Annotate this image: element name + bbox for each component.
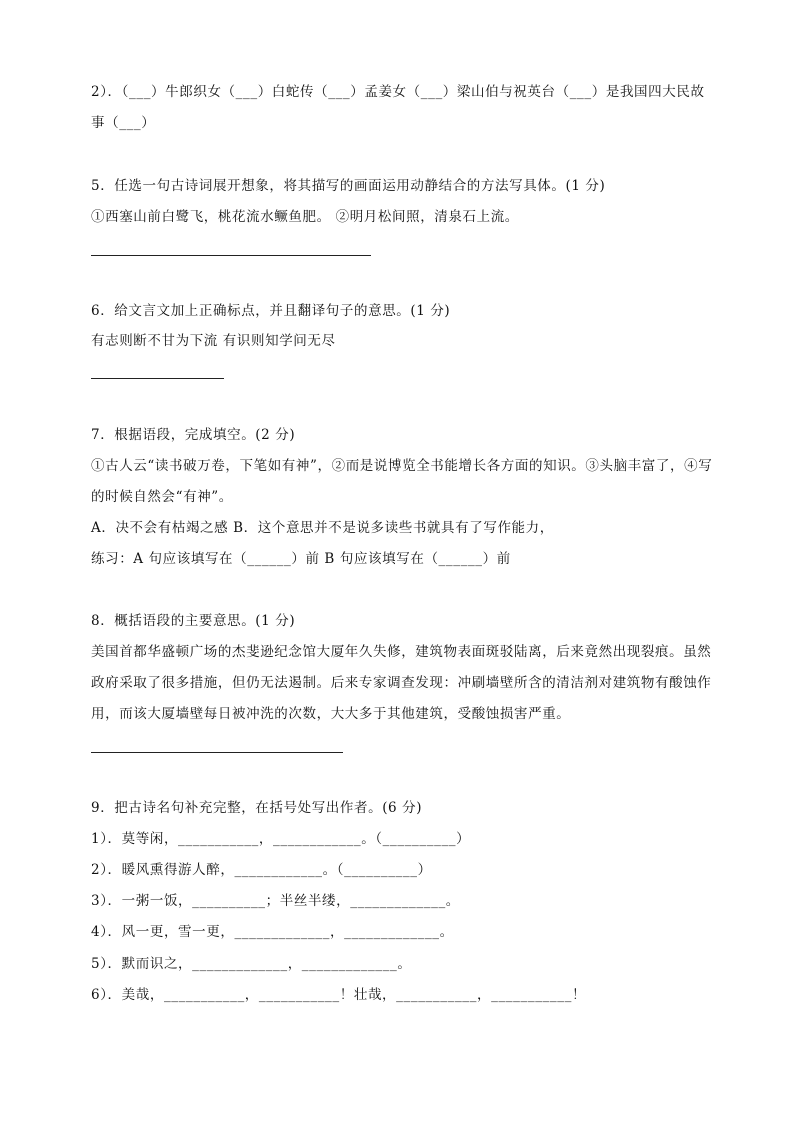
q6-text: 有志则断不甘为下流 有识则知学问无尽	[91, 333, 336, 349]
q7-title: 7．根据语段，完成填空。(2 分)	[91, 427, 296, 443]
q9-item-6[interactable]: 6）．美哉，___________，___________！壮哉，___________，___________！	[91, 987, 587, 1003]
q9-item-3[interactable]: 3）．一粥一饭，__________；半丝半缕，_____________。	[91, 893, 460, 909]
q8-line-2: 政府采取了很多措施，但仍无法遏制。后来专家调查发现：冲刷墙壁所含的清洁剂对建筑物有酸蚀作	[91, 675, 712, 691]
q6-title: 6．给文言文加上正确标点，并且翻译句子的意思。(1 分)	[91, 303, 451, 319]
q8-line-3: 用，而该大厦墙壁每日被冲洗的次数，大大多于其他建筑，受酸蚀损害严重。	[91, 706, 571, 722]
q7-options: A．决不会有枯竭之感 B．这个意思并不是说多读些书就具有了写作能力，	[91, 520, 554, 536]
q9-item-1[interactable]: 1）．莫等闲，___________，____________。（__________）	[91, 831, 471, 847]
q4-line-2: 事（___）	[91, 115, 156, 131]
q8-title: 8．概括语段的主要意思。(1 分)	[91, 613, 296, 629]
q9-item-4[interactable]: 4）．风一更，雪一更，_____________，_____________。	[91, 924, 454, 940]
q6-answer-line[interactable]	[91, 378, 224, 379]
q8-line-1: 美国首都华盛顿广场的杰斐逊纪念馆大厦年久失修，建筑物表面斑驳陆离，后来竟然出现裂痕。虽然	[91, 644, 712, 660]
q4-line-1: 2）．（___）牛郎织女（___）白蛇传（___）孟姜女（___）梁山伯与祝英台（___）是我国四大民故	[91, 84, 705, 100]
q9-title: 9．把古诗名句补充完整，在括号处写出作者。(6 分)	[91, 800, 423, 816]
q9-item-5[interactable]: 5）．默而识之，_____________，_____________。	[91, 956, 412, 972]
q8-answer-line[interactable]	[91, 752, 343, 753]
q5-answer-line[interactable]	[91, 255, 371, 256]
q7-line-2: 的时候自然会“有神”。	[91, 489, 233, 505]
q7-practice: 练习：A 句应该填写在（______）前 B 句应该填写在（______）前	[91, 551, 511, 567]
q5-poems: ①西塞山前白鹭飞，桃花流水鳜鱼肥。 ②明月松间照，清泉石上流。	[91, 209, 519, 225]
q5-title: 5．任选一句古诗词展开想象，将其描写的画面运用动静结合的方法写具体。(1 分)	[91, 178, 606, 194]
q9-item-2[interactable]: 2）．暖风熏得游人醉，____________。（__________）	[91, 862, 432, 878]
q7-line-1: ①古人云“读书破万卷，下笔如有神”，②而是说博览全书能增长各方面的知识。③头脑丰富了，④写	[91, 458, 713, 474]
